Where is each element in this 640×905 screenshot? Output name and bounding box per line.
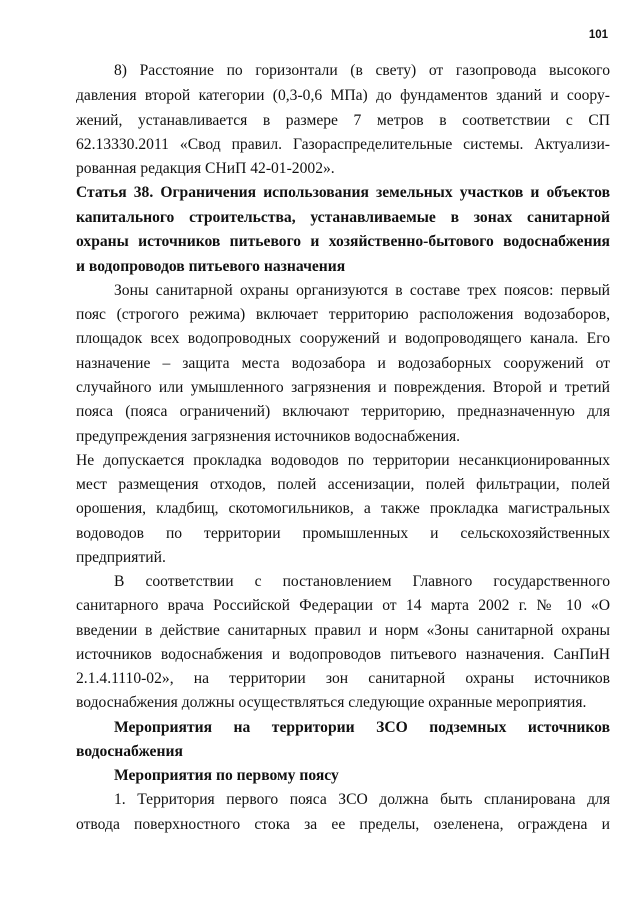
text-line: Зоны санитарной охраны организуются в составе трех поясов: первый bbox=[114, 282, 610, 299]
text-line: источников водоснабжения и водопроводов питьевого назначения. СанПиН bbox=[76, 646, 610, 663]
text-line: Мероприятия на территории ЗСО подземных источников bbox=[114, 719, 610, 736]
text-line: жений, устанавливается в размере 7 метров в соответствии с СП bbox=[76, 112, 610, 129]
text-line: 1. Территория первого пояса ЗСО должна быть спланирована для bbox=[114, 791, 610, 808]
text-line: пояса (пояса ограничений) включают территорию, предназначенную для bbox=[76, 403, 610, 420]
text-line: орошения, кладбищ, скотомогильников, а также прокладка магистральных bbox=[76, 500, 610, 517]
text-line: охраны источников питьевого и хозяйственно-бытового водоснабжения bbox=[76, 233, 610, 250]
text-line: мест размещения отходов, полей ассенизации, полей фильтрации, полей bbox=[76, 476, 610, 493]
text-line: площадок всех водопроводных сооружений и водопроводящего канала. Его bbox=[76, 330, 610, 347]
text-line: водоводов по территории промышленных и сельскохозяйственных bbox=[76, 525, 610, 542]
text-line: предупреждения загрязнения источников водоснабжения. bbox=[76, 428, 461, 445]
text-line: Статья 38. Ограничения использования земельных участков и объектов bbox=[76, 184, 610, 201]
text-line: предприятий. bbox=[76, 549, 166, 566]
text-line: давления второй категории (0,3-0,6 МПа) до фундаментов зданий и соору- bbox=[76, 87, 610, 104]
text-line: санитарного врача Российской Федерации от 14 марта 2002 г. № 10 «О bbox=[76, 597, 610, 614]
text-line: капитального строительства, устанавливаемые в зонах санитарной bbox=[76, 209, 610, 226]
text-line: отвода поверхностного стока за ее пределы, озеленена, ограждена и bbox=[76, 816, 610, 833]
page-number: 101 bbox=[588, 29, 608, 41]
text-line: пояс (строгого режима) включает территорию расположения водозаборов, bbox=[76, 306, 610, 323]
text-line: 2.1.4.1110-02», на территории зон санитарной охраны источников bbox=[76, 670, 610, 687]
text-line: В соответствии с постановлением Главного государственного bbox=[114, 573, 610, 590]
text-line: 8) Расстояние по горизонтали (в свету) от газопровода высокого bbox=[114, 62, 610, 79]
text-line: водоснабжения должны осуществляться следующие охранные мероприятия. bbox=[76, 694, 587, 711]
text-line: рованная редакция СНиП 42-01-2002». bbox=[76, 160, 335, 177]
text-line: назначение – защита места водозабора и водозаборных сооружений от bbox=[76, 355, 610, 372]
text-line: и водопроводов питьевого назначения bbox=[76, 258, 346, 275]
text-line: 62.13330.2011 «Свод правил. Газораспределительные системы. Актуализи- bbox=[76, 136, 610, 153]
text-line: случайного или умышленного загрязнения и повреждения. Второй и третий bbox=[76, 379, 610, 396]
text-line: введении в действие санитарных правил и норм «Зоны санитарной охраны bbox=[76, 622, 610, 639]
text-line: водоснабжения bbox=[76, 743, 183, 760]
text-line: Мероприятия по первому поясу bbox=[114, 767, 339, 784]
text-line: Не допускается прокладка водоводов по территории несанкционированных bbox=[76, 452, 610, 469]
